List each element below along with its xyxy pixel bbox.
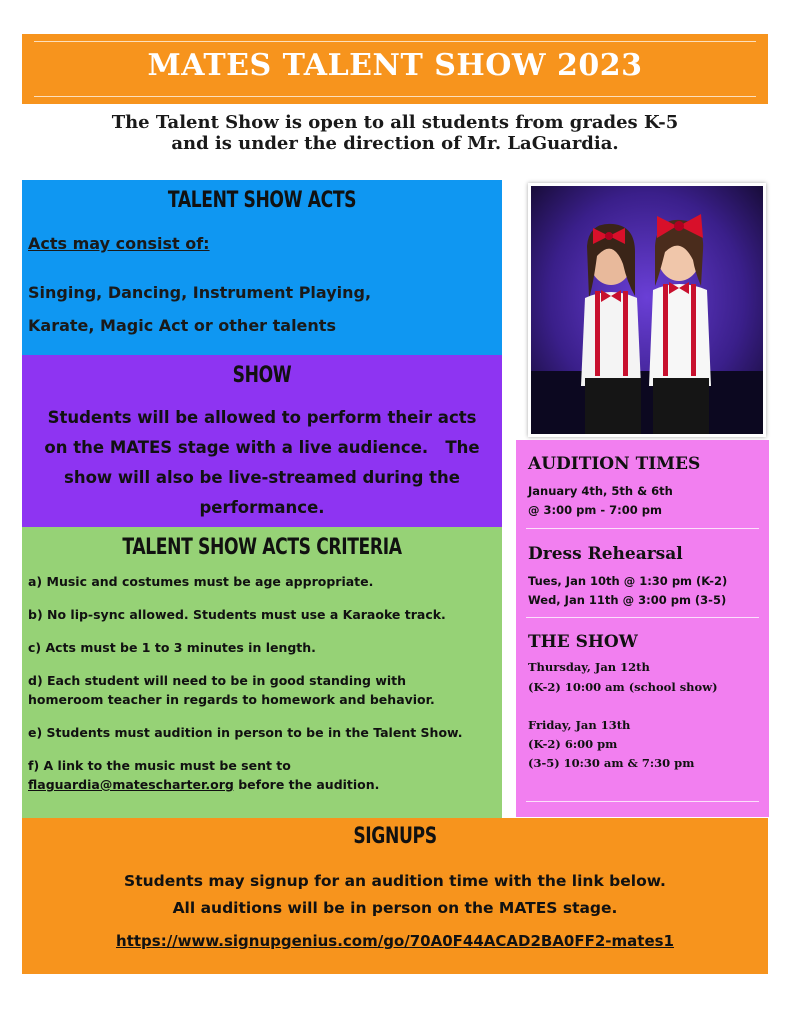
- title-banner: [22, 34, 768, 104]
- show-day-1: Thursday, Jan 12th: [528, 660, 650, 674]
- acts-subtitle: Acts may consist of:: [28, 234, 210, 253]
- criteria-item-line: [28, 775, 500, 794]
- rehearsal-line-1: Tues, Jan 10th @ 1:30 pm (K-2): [528, 574, 728, 588]
- acts-line-2: Karate, Magic Act or other talents: [28, 316, 336, 335]
- criteria-item-line: homeroom teacher in regards to homework and behavior.: [28, 692, 435, 707]
- show-day-1-time: (K-2) 10:00 am (school show): [528, 680, 718, 694]
- criteria-item: e) Students must audition in person to be in the Talent Show.: [28, 725, 463, 740]
- intro-line-2: and is under the direction of Mr. LaGuardia.: [171, 133, 619, 154]
- signups-title: SIGNUPS: [353, 824, 437, 849]
- intro-text: [22, 112, 768, 154]
- the-show-title: THE SHOW: [528, 632, 638, 652]
- intro-line-1: The Talent Show is open to all students from grades K-5: [111, 112, 679, 133]
- criteria-item: b) No lip-sync allowed. Students must use a Karaoke track.: [28, 607, 446, 622]
- show-day-2: Friday, Jan 13th: [528, 718, 631, 732]
- show-body: [32, 403, 492, 523]
- acts-body: [28, 276, 498, 342]
- dress-rehearsal-title: Dress Rehearsal: [528, 544, 683, 564]
- criteria-item: a) Music and costumes must be age appropriate.: [28, 574, 374, 589]
- signup-link[interactable]: https://www.signupgenius.com/go/70A0F44ACAD2BA0FF2-mates1: [116, 932, 674, 950]
- schedule-divider: [526, 801, 759, 802]
- criteria-item: [28, 756, 500, 794]
- signups-line-1: Students may signup for an audition time with the link below.: [124, 872, 666, 890]
- rehearsal-line-2: Wed, Jan 11th @ 3:00 pm (3-5): [528, 593, 727, 607]
- show-line-2: on the MATES stage with a live audience. The: [44, 438, 480, 457]
- show-line-3: show will also be live-streamed during the: [64, 468, 460, 487]
- performer-left: [581, 224, 641, 434]
- acts-line-1: Singing, Dancing, Instrument Playing,: [28, 283, 372, 302]
- stage-floor: [531, 371, 763, 434]
- page-title: MATES TALENT SHOW 2023: [147, 48, 643, 83]
- acts-title: TALENT SHOW ACTS: [167, 188, 357, 213]
- schedule-panel: [516, 440, 769, 817]
- audition-times-title: AUDITION TIMES: [528, 454, 701, 474]
- criteria-item-line: d) Each student will need to be in good standing with: [28, 673, 407, 688]
- criteria-item: [28, 671, 500, 709]
- schedule-divider: [526, 617, 759, 618]
- criteria-item: c) Acts must be 1 to 3 minutes in length.: [28, 640, 316, 655]
- banner-rule-bottom: [34, 96, 756, 97]
- criteria-title: TALENT SHOW ACTS CRITERIA: [122, 535, 402, 560]
- signups-panel: [22, 818, 768, 974]
- show-title: SHOW: [232, 363, 292, 388]
- audition-line-2: @ 3:00 pm - 7:00 pm: [528, 503, 662, 517]
- signups-line-2: All auditions will be in person on the MATES stage.: [172, 899, 618, 917]
- criteria-panel: [22, 527, 502, 818]
- show-panel: [22, 355, 502, 527]
- performers-illustration: [531, 186, 763, 434]
- criteria-item-line: f) A link to the music must be sent to: [28, 758, 291, 773]
- show-day-2-time-2: (3-5) 10:30 am & 7:30 pm: [528, 756, 695, 770]
- show-day-2-time-1: (K-2) 6:00 pm: [528, 737, 618, 751]
- banner-rule-top: [34, 41, 756, 42]
- performer-right: [649, 214, 711, 434]
- schedule-divider: [526, 528, 759, 529]
- email-link[interactable]: flaguardia@matescharter.org: [28, 777, 234, 792]
- audition-line-1: January 4th, 5th & 6th: [528, 484, 673, 498]
- acts-panel: [22, 180, 502, 355]
- criteria-list: [28, 572, 500, 808]
- show-line-4: performance.: [199, 498, 325, 517]
- performers-photo: [528, 183, 766, 437]
- show-line-1: Students will be allowed to perform their acts: [47, 408, 477, 427]
- criteria-item-after: before the audition.: [233, 777, 380, 792]
- signups-body: [22, 868, 768, 922]
